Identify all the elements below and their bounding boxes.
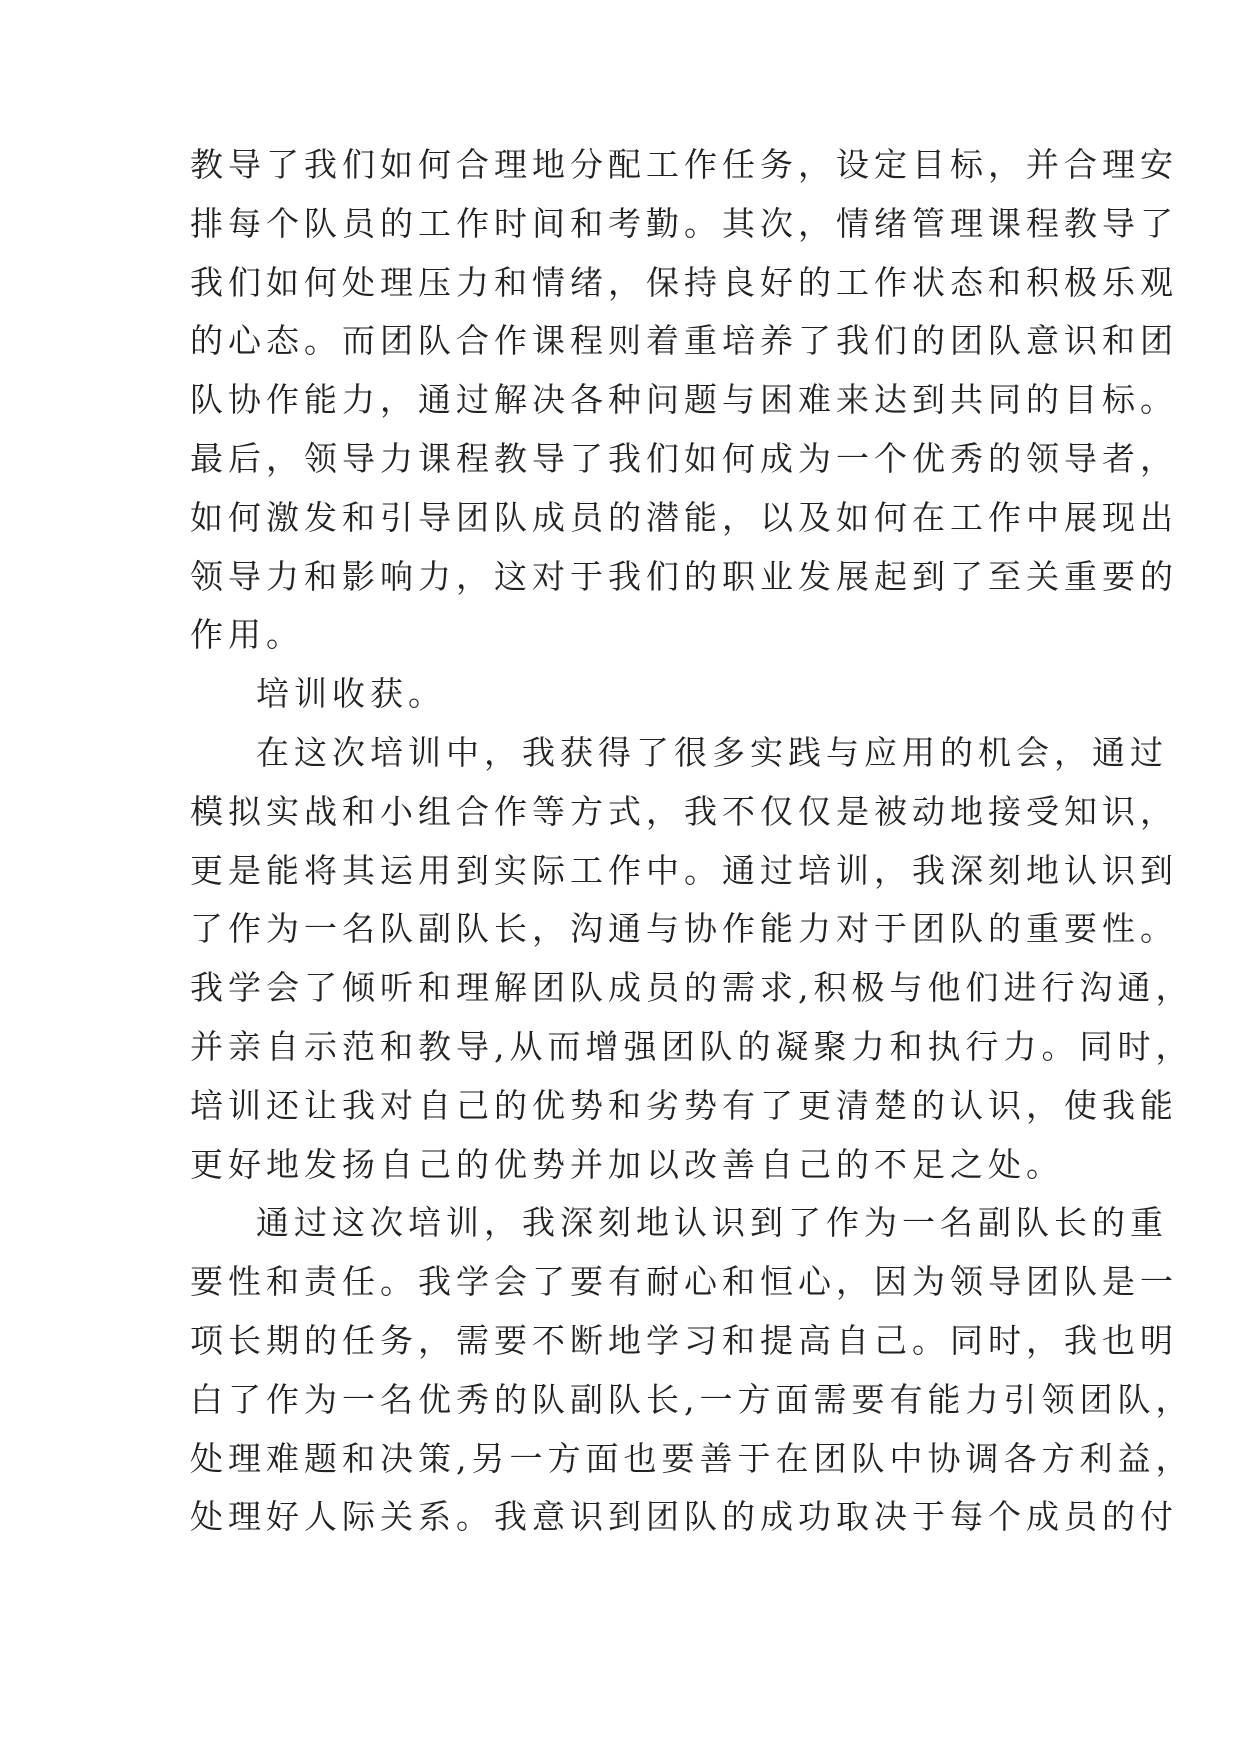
text-line: 并亲自示范和教导,从而增强团队的凝聚力和执行力。同时，	[190, 1026, 1194, 1066]
text-line: 的心态。而团队合作课程则着重培养了我们的团队意识和团	[190, 321, 1178, 361]
text-line: 项长期的任务，需要不断地学习和提高自己。同时，我也明	[190, 1320, 1178, 1360]
text-line: 最后，领导力课程教导了我们如何成为一个优秀的领导者，	[190, 438, 1178, 478]
text-line: 处理好人际关系。我意识到团队的成功取决于每个成员的付	[190, 1497, 1178, 1537]
text-line: 模拟实战和小组合作等方式，我不仅仅是被动地接受知识，	[190, 791, 1178, 831]
text-line: 我们如何处理压力和情绪，保持良好的工作状态和积极乐观	[190, 262, 1178, 302]
text-line: 更是能将其运用到实际工作中。通过培训，我深刻地认识到	[190, 850, 1178, 890]
text-line: 作用。	[190, 615, 304, 655]
text-line: 在这次培训中，我获得了很多实践与应用的机会，通过	[256, 732, 1168, 772]
text-line: 培训还让我对自己的优势和劣势有了更清楚的认识，使我能	[190, 1085, 1178, 1125]
paragraph-2	[190, 724, 1194, 1194]
text-line: 要性和责任。我学会了要有耐心和恒心，因为领导团队是一	[190, 1262, 1178, 1302]
text-line: 教导了我们如何合理地分配工作任务，设定目标，并合理安	[190, 145, 1178, 184]
text-line: 白了作为一名优秀的队副队长,一方面需要有能力引领团队，	[190, 1379, 1194, 1419]
text-line: 了作为一名队副队长，沟通与协作能力对于团队的重要性。	[190, 909, 1178, 949]
text-line: 如何激发和引导团队成员的潜能，以及如何在工作中展现出	[190, 497, 1178, 537]
text-line: 领导力和影响力，这对于我们的职业发展起到了至关重要的	[190, 556, 1178, 596]
text-line: 排每个队员的工作时间和考勤。其次，情绪管理课程教导了	[190, 203, 1178, 243]
text-line: 处理难题和决策,另一方面也要善于在团队中协调各方利益，	[190, 1438, 1194, 1478]
paragraph-1	[190, 136, 1178, 665]
text-line: 通过这次培训，我深刻地认识到了作为一名副队长的重	[256, 1203, 1168, 1243]
document-body	[190, 136, 1194, 1547]
paragraph-3	[190, 1194, 1194, 1547]
text-line: 更好地发扬自己的优势并加以改善自己的不足之处。	[190, 1144, 1064, 1184]
text-line: 我学会了倾听和理解团队成员的需求,积极与他们进行沟通，	[190, 968, 1194, 1008]
section-heading: 培训收获。	[256, 674, 446, 714]
text-line: 队协作能力，通过解决各种问题与困难来达到共同的目标。	[190, 380, 1178, 420]
